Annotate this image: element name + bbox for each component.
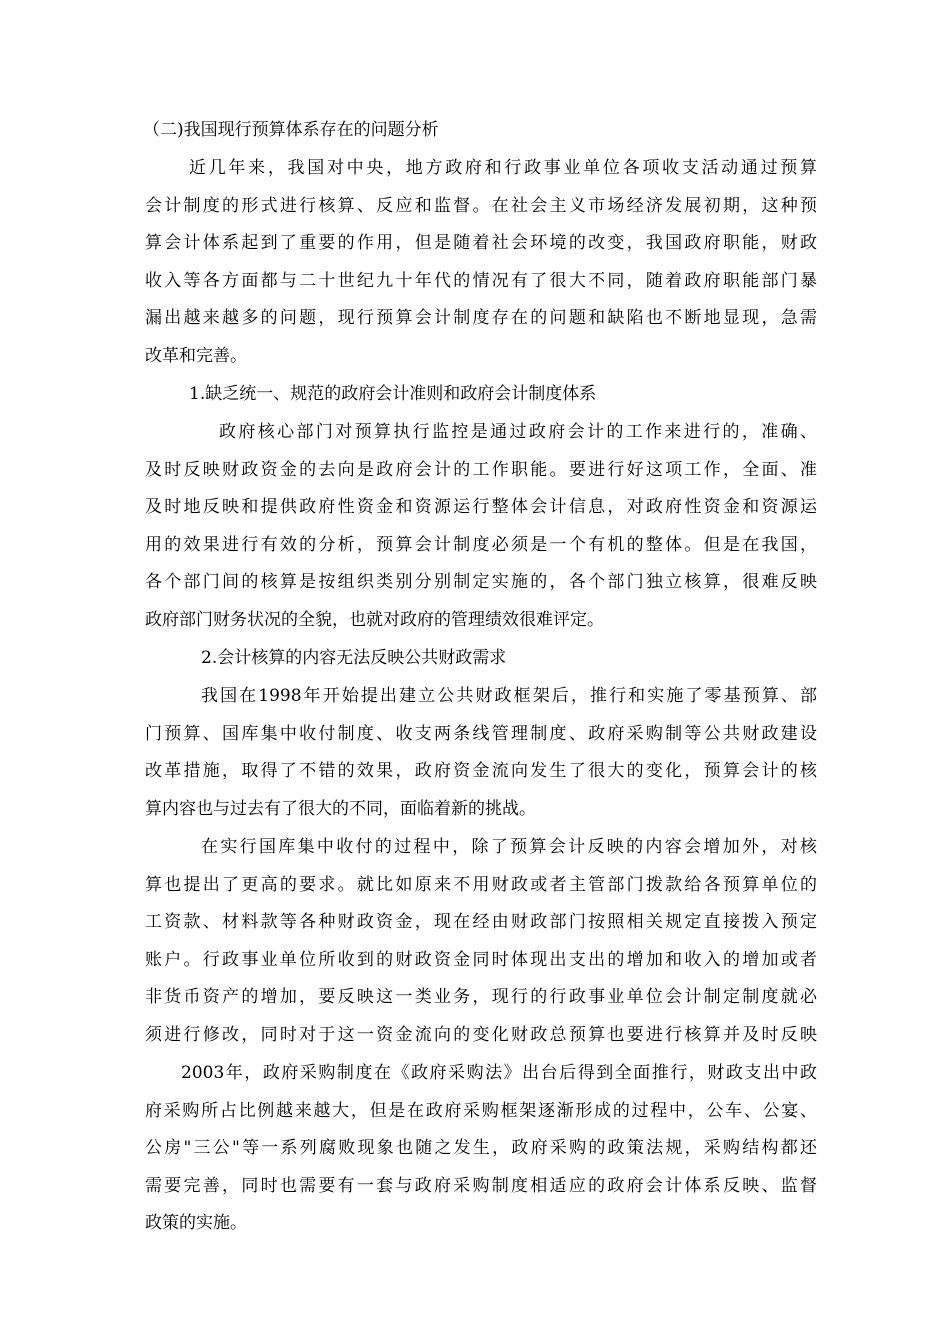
paragraph-line: 漏出越来越多的问题，现行预算会计制度存在的问题和缺陷也不断地显现，急需 [145,308,817,329]
paragraph-line: 算内容也与过去有了很大的不同，面临着新的挑战。 [145,798,536,819]
paragraph-line: 公房"三公"等一系列腐败现象也随之发生，政府采购的政策法规，采购结构都还 [145,1138,817,1159]
paragraph-line: 及时反映财政资金的去向是政府会计的工作职能。要进行好这项工作，全面、准 [145,459,817,480]
paragraph-line: 近几年来，我国对中央，地方政府和行政事业单位各项收支活动通过预算 [189,158,817,178]
paragraph-line: 政策的实施。 [145,1213,247,1234]
paragraph-line: 各个部门间的核算是按组织类别分别制定实施的，各个部门独立核算，很难反映 [145,572,817,593]
paragraph-line: 我国在1998年开始提出建立公共财政框架后，推行和实施了零基预算、部 [201,686,817,706]
paragraph-line: 及时地反映和提供政府性资金和资源运行整体会计信息，对政府性资金和资源运 [145,497,817,518]
paragraph-line: 收入等各方面都与二十世纪九十年代的情况有了很大不同，随着政府职能部门暴 [145,270,817,291]
paragraph-line: 工资款、材料款等各种财政资金，现在经由财政部门按照相关规定直接拨入预定 [145,912,817,933]
paragraph-line: 府采购所占比例越来越大，但是在政府采购框架逐渐形成的过程中，公车、公宴、 [145,1100,817,1121]
paragraph-line: 政府部门财务状况的全貌，也就对政府的管理绩效很难评定。 [145,610,604,630]
paragraph-line: 需要完善，同时也需要有一套与政府采购制度相适应的政府会计体系反映、监督 [145,1175,817,1196]
paragraph-line: 用的效果进行有效的分析，预算会计制度必须是一个有机的整体。但是在我国， [145,534,817,555]
paragraph-line: 政府核心部门对预算执行监控是通过政府会计的工作来进行的，准确、 [219,422,817,442]
paragraph-line: 改革措施，取得了不错的效果，政府资金流向发生了很大的变化，预算会计的核 [145,761,817,782]
paragraph-line: 门预算、国库集中收付制度、收支两条线管理制度、政府采购制等公共财政建设 [145,723,817,744]
paragraph-line: 账户。行政事业单位所收到的财政资金同时体现出支出的增加和收入的增加或者 [145,949,817,970]
paragraph-line: 2003年，政府采购制度在《政府采购法》出台后得到全面推行，财政支出中政 [181,1063,817,1083]
paragraph-line: 非货币资产的增加，要反映这一类业务，现行的行政事业单位会计制定制度就必 [145,987,817,1008]
subsection-heading: 2.会计核算的内容无法反映公共财政需求 [201,648,507,668]
paragraph-line: 算会计体系起到了重要的作用，但是随着社会环境的改变，我国政府职能，财政 [145,233,817,254]
subsection-heading: 1.缺乏统一、规范的政府会计准则和政府会计制度体系 [189,384,597,404]
section-title: （二)我国现行预算体系存在的问题分析 [143,120,439,140]
paragraph-line: 须进行修改，同时对于这一资金流向的变化财政总预算也要进行核算并及时反映 [145,1025,817,1045]
paragraph-line: 会计制度的形式进行核算、反应和监督。在社会主义市场经济发展初期，这种预 [145,195,817,216]
paragraph-line: 在实行国库集中收付的过程中，除了预算会计反映的内容会增加外，对核 [201,837,817,857]
paragraph-line: 改革和完善。 [145,346,247,366]
paragraph-line: 算也提出了更高的要求。就比如原来不用财政或者主管部门拨款给各预算单位的 [145,874,817,895]
